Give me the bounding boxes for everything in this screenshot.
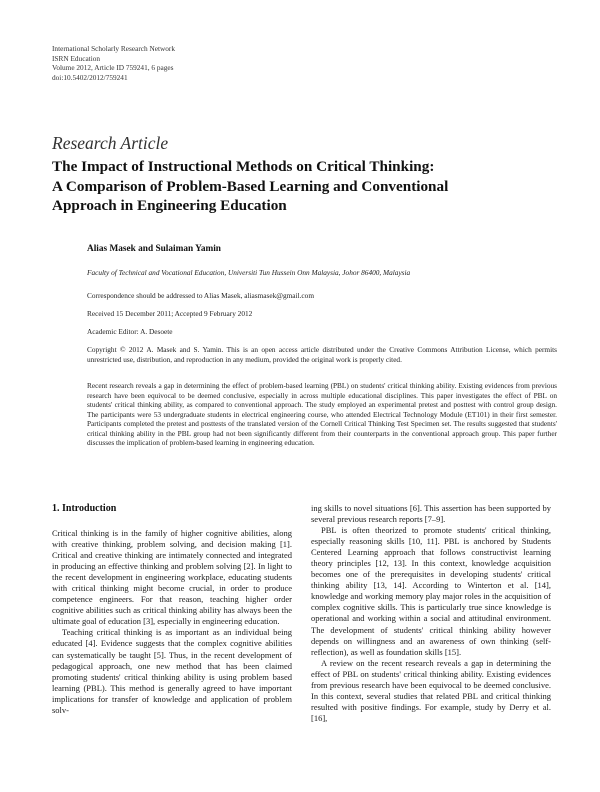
journal-volume: Volume 2012, Article ID 759241, 6 pages (52, 63, 174, 73)
paragraph: Teaching critical thinking is as important as an individual being educated [4]. Evidence suggests that the complex cognitive abilities can systematically be taught [5]. Thus, in the recent development of pedagogical approach, one new method that has been claimed promoting students' critical thinking ability is using problem based learning (PBL). This method is generally agreed to have important implications for transfer of knowledge and application of problem solv- (52, 627, 292, 715)
journal-name: International Scholarly Research Network (52, 44, 175, 53)
paragraph: A review on the recent research reveals a gap in determining the effect of PBL on students' critical thinking ability. Existing evidences from previous research have been equivocal to be deemed conclusive. In this context, several studies that related PBL and critical thinking resulted with positive findings. For example, study by Derry et al. [16], (311, 657, 551, 723)
copyright-notice: Copyright © 2012 A. Masek and S. Yamin. This is an open access article distributed under the Creative Commons Attribution License, which permits unrestricted use, distribution, and reproduction in any medium, provided the original work is properly cited. (87, 345, 557, 364)
article-type: Research Article (52, 133, 169, 153)
title-line: Approach in Engineering Education (52, 197, 287, 215)
correspondence: Correspondence should be addressed to Alias Masek, aliasmasek@gmail.com (87, 291, 314, 300)
journal-series: ISRN Education (52, 53, 101, 63)
paragraph: PBL is often theorized to promote students' critical thinking, especially reasoning skills [10, 11]. PBL is anchored by Students Centered Learning approach that follows constructivist learning theory principles [12, 13]. In this context, knowledge acquisition becomes one of the prerequisites in developing students' critical thinking ability [13, 14]. According to Winterton et al. [14], knowledge and working memory play major roles in the acquisition of complex cognitive skills. This is particularly true since knowledge is operational and working within a social and attitudinal environment. The development of students' critical thinking ability however depends on willingness and an awareness of own thinking (self-reflection), as well as foundation skills [15]. (311, 525, 551, 657)
affiliation: Faculty of Technical and Vocational Education, Universiti Tun Hussein Onn Malaysia, Johor 86400, Malaysia (87, 268, 411, 277)
paragraph: ing skills to novel situations [6]. This assertion has been supported by several previous research reports [7–9]. (311, 503, 551, 525)
received-dates: Received 15 December 2011; Accepted 9 February 2012 (87, 309, 253, 318)
title-line: The Impact of Instructional Methods on Critical Thinking: (52, 158, 435, 175)
authors: Alias Masek and Sulaiman Yamin (87, 244, 221, 254)
journal-info (52, 44, 175, 82)
journal-doi: doi:10.5402/2012/759241 (52, 72, 128, 82)
section-heading: 1. Introduction (52, 503, 117, 514)
right-column (311, 503, 551, 724)
abstract: Recent research reveals a gap in determining the effect of problem-based learning (PBL) on students' critical thinking ability. Existing evidences from previous research have been equivocal to be deemed conclusive, especially in across multiple educational disciplines. This paper investigates the effect of PBL on students' critical thinking ability, as compared to conventional approach. The study employed an experimental pretest and posttest with control group design. The participants were 53 undergraduate students in electrical engineering course, who attended Electrical Technology Module (ET101) in their first semester. Participants completed the pretest and posttests of the translated version of the Cornell Critical Thinking Test Specimen set. The results suggested that students' critical thinking ability in the PBL group had not been significantly different from their counterparts in the conventional approach group. This paper further discusses the implication of problem-based learning in engineering education. (87, 381, 557, 447)
page-title (52, 157, 552, 216)
paragraph: Critical thinking is in the family of higher cognitive abilities, along with creative thinking, problem solving, and decision making [1]. Critical and creative thinking are intimately connected and integrated in producing an effective thinking and problem solving [2]. In light to the recent development in engineering workplace, educating students with critical thinking might become crucial, in order to produce competence engineers. For that reason, teaching higher order cognitive abilities such as critical thinking ability has always been the ultimate goal of education [3], especially in engineering education. (52, 528, 292, 627)
academic-editor: Academic Editor: A. Desoete (87, 327, 173, 336)
title-line: A Comparison of Problem-Based Learning and Conventional (52, 177, 449, 195)
left-column (52, 503, 292, 716)
